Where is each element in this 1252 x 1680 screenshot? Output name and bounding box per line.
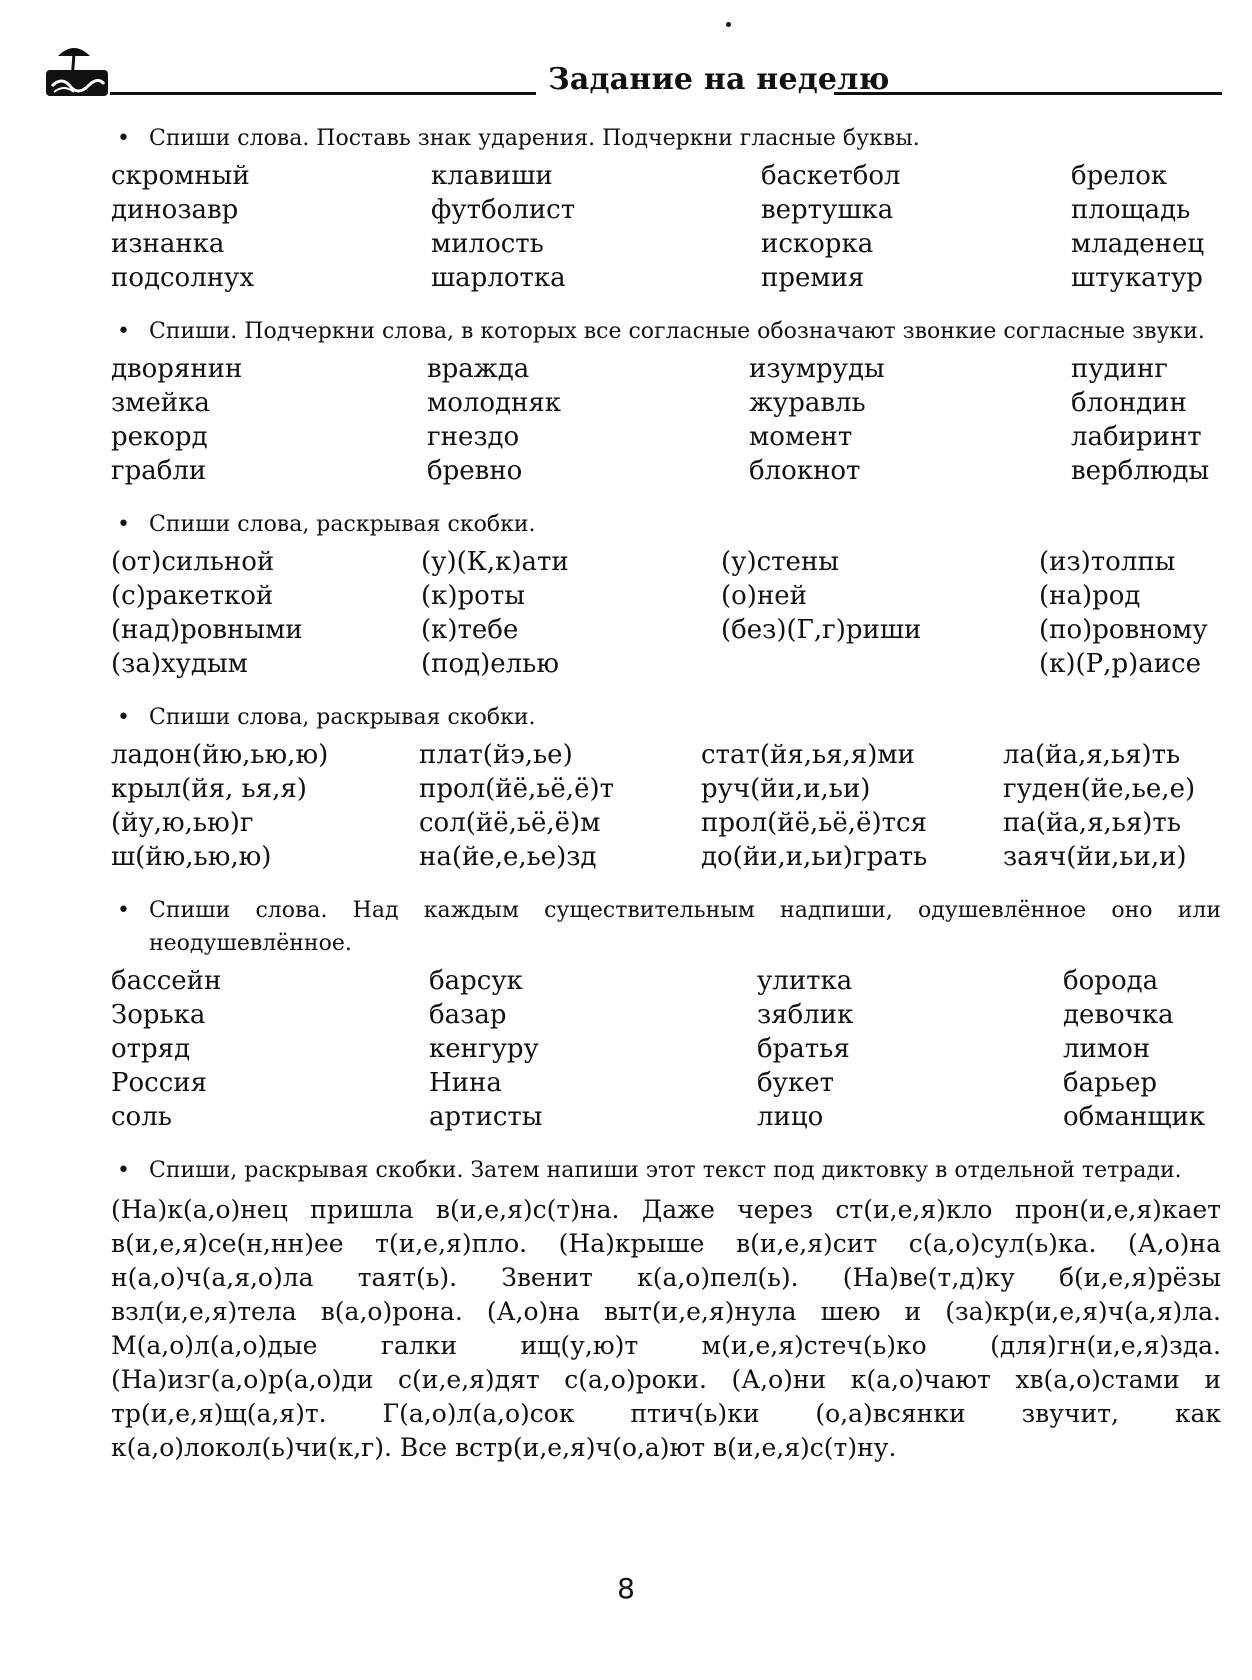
page-header bbox=[44, 36, 1222, 106]
word: блокнот bbox=[749, 456, 861, 486]
word: на(йе,е,ье)зд bbox=[419, 842, 597, 872]
word: (у)(К,к)ати bbox=[421, 547, 569, 577]
word: Зорька bbox=[111, 1000, 206, 1030]
word: базар bbox=[429, 1000, 507, 1030]
word: клавиши bbox=[431, 161, 553, 191]
word: гнездо bbox=[427, 422, 520, 452]
word-grid bbox=[111, 352, 1221, 488]
word: девочка bbox=[1063, 1000, 1174, 1030]
word: барсук bbox=[429, 966, 523, 996]
exercise-instruction: • Спиши. Подчеркни слова, в которых все согласные обозначают звонкие согласные звуки. bbox=[111, 315, 1221, 348]
word-empty bbox=[721, 647, 1039, 681]
word: ш(йю,ью,ю) bbox=[111, 842, 272, 872]
word: сол(йё,ьё,ё)м bbox=[419, 808, 601, 838]
exercise-instruction: • Спиши слова. Поставь знак ударения. Подчеркни гласные буквы. bbox=[111, 122, 1221, 155]
print-speck bbox=[726, 22, 731, 27]
word: бассейн bbox=[111, 966, 222, 996]
word: (из)толпы bbox=[1039, 547, 1176, 577]
word: крыл(йя, ья,я) bbox=[111, 774, 307, 804]
word-grid bbox=[111, 545, 1221, 681]
bullet-icon: • bbox=[117, 1158, 130, 1183]
word: прол(йё,ьё,ё)т bbox=[419, 774, 614, 804]
exercise-instruction: • Спиши слова. Над каждым существительным надпиши, одушевлённое оно или неодушевлённое. bbox=[111, 894, 1221, 960]
word-grid bbox=[111, 738, 1221, 874]
word: ла(йа,я,ья)ть bbox=[1003, 740, 1181, 770]
dictation-text: (На)к(а,о)нец пришла в(и,е,я)с(т)на. Даже через ст(и,е,я)кло прон(и,е,я)кает в(и,е,я)се(н,нн)ее т(и,е,я)пло. (На)крыше в(и,е,я)сит с(а,о)сул(ь)ка. (А,о)на н(а,о)ч(а,я,о)ла таят(ь). Звенит к(а,о)пел(ь). (На)ве(т,д)ку б(и,е,я)рёзы взл(и,е,я)тела в(а,о)рона. (А,о)на выт(и,е,я)нула шею и (за)кр(и,е,я)ч(а,я)ла. М(а,о)л(а,о)дые галки ищ(у,ю)т м(и,е,я)стеч(ь)ко (для)гн(и,е,я)зда. (На)изг(а,о)р(а,о)ди с(и,е,я)дят с(а,о)роки. (А,о)ни к(а,о)чают хв(а,о)стами и тр(и,е,я)щ(а,я)т. Г(а,о)л(а,о)сок птич(ь)ки (о,а)всянки звучит, как к(а,о)локол(ь)чи(к,г). Все встр(и,е,я)ч(о,а)ют в(и,е,я)с(т)ну. bbox=[111, 1195, 1221, 1462]
word: па(йа,я,ья)ть bbox=[1003, 808, 1181, 838]
word: (над)ровными bbox=[111, 615, 303, 645]
bullet-icon: • bbox=[117, 898, 130, 923]
word: милость bbox=[431, 229, 544, 259]
header-rule-left bbox=[110, 92, 536, 95]
word: футболист bbox=[431, 195, 576, 225]
word: лабиринт bbox=[1071, 422, 1202, 452]
word: изнанка bbox=[111, 229, 225, 259]
exercise-instruction: • Спиши слова, раскрывая скобки. bbox=[111, 508, 1221, 541]
word: заяч(йи,ьи,и) bbox=[1003, 842, 1187, 872]
word: кенгуру bbox=[429, 1034, 539, 1064]
word: гуден(йе,ье,е) bbox=[1003, 774, 1196, 804]
header-rule-right bbox=[834, 92, 1222, 95]
word: брелок bbox=[1071, 161, 1168, 191]
word: артисты bbox=[429, 1102, 543, 1132]
word: братья bbox=[757, 1034, 850, 1064]
word: прол(йё,ьё,ё)тся bbox=[701, 808, 927, 838]
word: штукатур bbox=[1071, 263, 1203, 293]
word: момент bbox=[749, 422, 853, 452]
word: улитка bbox=[757, 966, 853, 996]
word: (к)тебе bbox=[421, 615, 519, 645]
page-title: Задание на неделю bbox=[548, 62, 890, 97]
word: обманщик bbox=[1063, 1102, 1206, 1132]
word: подсолнух bbox=[111, 263, 255, 293]
word: блондин bbox=[1071, 388, 1187, 418]
word: (без)(Г,г)риши bbox=[721, 615, 922, 645]
exercises bbox=[111, 122, 1221, 1465]
word: до(йи,и,ьи)грать bbox=[701, 842, 928, 872]
word: пудинг bbox=[1071, 354, 1168, 384]
word-grid bbox=[111, 159, 1221, 295]
word: изумруды bbox=[749, 354, 885, 384]
word: отряд bbox=[111, 1034, 191, 1064]
word: грабли bbox=[111, 456, 207, 486]
word: руч(йи,и,ьи) bbox=[701, 774, 871, 804]
word: (к)(Р,р)аисе bbox=[1039, 649, 1202, 679]
word: младенец bbox=[1071, 229, 1205, 259]
page-number: 8 bbox=[617, 1572, 635, 1605]
word: (за)худым bbox=[111, 649, 248, 679]
exercise-instruction: • Спиши, раскрывая скобки. Затем напиши этот текст под диктовку в отдельной тетради. bbox=[111, 1154, 1221, 1187]
word: соль bbox=[111, 1102, 172, 1132]
word: динозавр bbox=[111, 195, 239, 225]
word: (йу,ю,ью)г bbox=[111, 808, 254, 838]
word: (к)роты bbox=[421, 581, 525, 611]
bullet-icon: • bbox=[117, 319, 130, 344]
bullet-icon: • bbox=[117, 705, 130, 730]
word: борода bbox=[1063, 966, 1159, 996]
word: скромный bbox=[111, 161, 250, 191]
word: Нина bbox=[429, 1068, 502, 1098]
word: лицо bbox=[757, 1102, 824, 1132]
word: букет bbox=[757, 1068, 834, 1098]
word: дворянин bbox=[111, 354, 243, 384]
word: молодняк bbox=[427, 388, 562, 418]
word: ладон(йю,ью,ю) bbox=[111, 740, 329, 770]
word: (у)стены bbox=[721, 547, 839, 577]
word: рекорд bbox=[111, 422, 208, 452]
bullet-icon: • bbox=[117, 126, 130, 151]
word: (по)ровному bbox=[1039, 615, 1208, 645]
word: барьер bbox=[1063, 1068, 1157, 1098]
word: лимон bbox=[1063, 1034, 1151, 1064]
word: верблюды bbox=[1071, 456, 1210, 486]
word: бревно bbox=[427, 456, 523, 486]
word: (под)елью bbox=[421, 649, 559, 679]
word: стат(йя,ья,я)ми bbox=[701, 740, 915, 770]
word: вражда bbox=[427, 354, 530, 384]
word: баскетбол bbox=[761, 161, 901, 191]
word: плат(йэ,ье) bbox=[419, 740, 573, 770]
word-grid bbox=[111, 964, 1221, 1134]
bullet-icon: • bbox=[117, 512, 130, 537]
word: (с)ракеткой bbox=[111, 581, 274, 611]
word: (на)род bbox=[1039, 581, 1141, 611]
word: шарлотка bbox=[431, 263, 566, 293]
word: (от)сильной bbox=[111, 547, 275, 577]
umbrella-wave-icon bbox=[44, 36, 110, 102]
word: премия bbox=[761, 263, 865, 293]
word: зяблик bbox=[757, 1000, 854, 1030]
word: (о)ней bbox=[721, 581, 807, 611]
word: вертушка bbox=[761, 195, 894, 225]
word: Россия bbox=[111, 1068, 208, 1098]
exercise-instruction: • Спиши слова, раскрывая скобки. bbox=[111, 701, 1221, 734]
word: журавль bbox=[749, 388, 866, 418]
word: площадь bbox=[1071, 195, 1191, 225]
word: искорка bbox=[761, 229, 874, 259]
word: змейка bbox=[111, 388, 210, 418]
